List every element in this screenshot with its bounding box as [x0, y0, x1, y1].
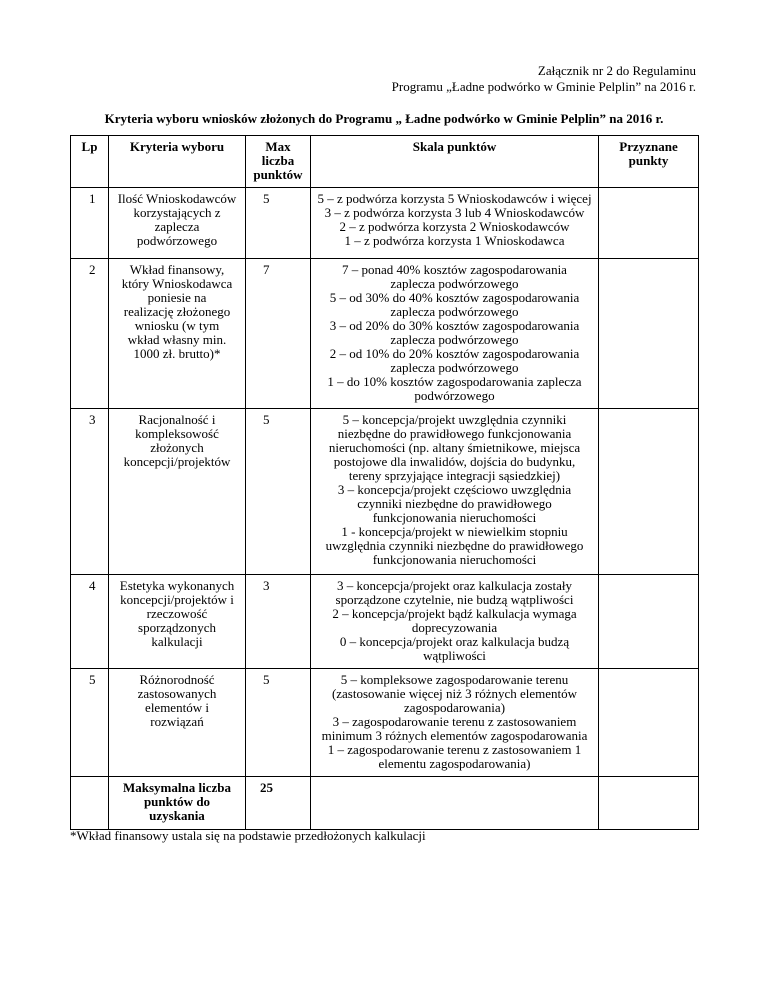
table-row [71, 669, 699, 777]
annex-line-1: Załącznik nr 2 do Regulaminu [537, 63, 696, 78]
row-granted-points [599, 669, 699, 777]
row-max-points: 5 [246, 188, 311, 259]
row-criteria: Estetyka wykonanych koncepcji/projektów i rzeczowość sporządzonych kalkulacji [109, 575, 246, 669]
table-total-row [71, 777, 699, 830]
header-granted: Przyznane punkty [599, 136, 699, 188]
row-max-points: 5 [246, 409, 311, 575]
row-max-points: 7 [246, 259, 311, 409]
table-header-row [71, 136, 699, 188]
row-lp: 5 [71, 669, 109, 777]
row-max-points: 3 [246, 575, 311, 669]
total-max-points: 25 [246, 777, 311, 830]
document-title: Kryteria wyboru wniosków złożonych do Programu „ Ładne podwórko w Gminie Pelplin” na 2016 r. [104, 111, 664, 126]
row-lp: 2 [71, 259, 109, 409]
total-label: Maksymalna liczba punktów do uzyskania [109, 777, 246, 830]
row-lp: 1 [71, 188, 109, 259]
row-scale: 7 – ponad 40% kosztów zagospodarowania zaplecza podwórzowego 5 – od 30% do 40% kosztów zagospodarowania zaplecza podwórzowego 3 – od 20% do 30% kosztów zagospodarowania zaplecza podwórzowego 2 – od 10% do 20% kosztów zagospodarowania zaplecza podwórzowego 1 – do 10% kosztów zagospodarowania zaplecza podwórzowego [311, 259, 599, 409]
annex-line-2: Programu „Ładne podwórko w Gminie Pelplin” na 2016 r. [391, 79, 696, 94]
row-lp: 3 [71, 409, 109, 575]
total-granted-empty [599, 777, 699, 830]
row-criteria: Racjonalność i kompleksowość złożonych koncepcji/projektów [109, 409, 246, 575]
header-lp: Lp [71, 136, 109, 188]
row-granted-points [599, 575, 699, 669]
row-scale: 3 – koncepcja/projekt oraz kalkulacja zostały sporządzone czytelnie, nie budzą wątpliwości 2 – koncepcja/projekt bądź kalkulacja wymaga doprecyzowania 0 – koncepcja/projekt oraz kalkulacja budzą wątpliwości [311, 575, 599, 669]
table-row [71, 188, 699, 259]
table-row [71, 259, 699, 409]
row-scale: 5 – kompleksowe zagospodarowanie terenu (zastosowanie więcej niż 3 różnych elementów zagospodarowania) 3 – zagospodarowanie terenu z zastosowaniem minimum 3 różnych elementów zagospodarowania 1 – zagospodarowanie terenu z zastosowaniem 1 elementu zagospodarowania) [311, 669, 599, 777]
annex-note [392, 63, 696, 95]
header-criteria: Kryteria wyboru [109, 136, 246, 188]
row-granted-points [599, 409, 699, 575]
header-scale: Skala punktów [311, 136, 599, 188]
row-granted-points [599, 188, 699, 259]
table-row [71, 575, 699, 669]
row-max-points: 5 [246, 669, 311, 777]
row-granted-points [599, 259, 699, 409]
row-lp: 4 [71, 575, 109, 669]
criteria-table [70, 135, 699, 830]
table-row [71, 409, 699, 575]
row-scale: 5 – koncepcja/projekt uwzględnia czynniki niezbędne do prawidłowego funkcjonowania nieruchomości (np. altany śmietnikowe, miejsca postojowe dla inwalidów, dojścia do budynku, tereny sprzyjające integracji sąsiedzkiej) 3 – koncepcja/projekt częściowo uwzględnia czynniki niezbędne do prawidłowego funkcjonowania nieruchomości 1 - koncepcja/projekt w niewielkim stopniu uwzględnia czynniki niezbędne do prawidłowego funkcjonowania nieruchomości [311, 409, 599, 575]
row-scale: 5 – z podwórza korzysta 5 Wnioskodawców i więcej 3 – z podwórza korzysta 3 lub 4 Wnioskodawców 2 – z podwórza korzysta 2 Wnioskodawców 1 – z podwórza korzysta 1 Wnioskodawca [311, 188, 599, 259]
total-scale-empty [311, 777, 599, 830]
footnote: *Wkład finansowy ustala się na podstawie przedłożonych kalkulacji [70, 828, 426, 843]
total-lp-empty [71, 777, 109, 830]
row-criteria: Różnorodność zastosowanych elementów i rozwiązań [109, 669, 246, 777]
row-criteria: Ilość Wnioskodawców korzystających z zaplecza podwórzowego [109, 188, 246, 259]
header-max-points: Max liczba punktów [246, 136, 311, 188]
row-criteria: Wkład finansowy, który Wnioskodawca poniesie na realizację złożonego wniosku (w tym wkład własny min. 1000 zł. brutto)* [109, 259, 246, 409]
